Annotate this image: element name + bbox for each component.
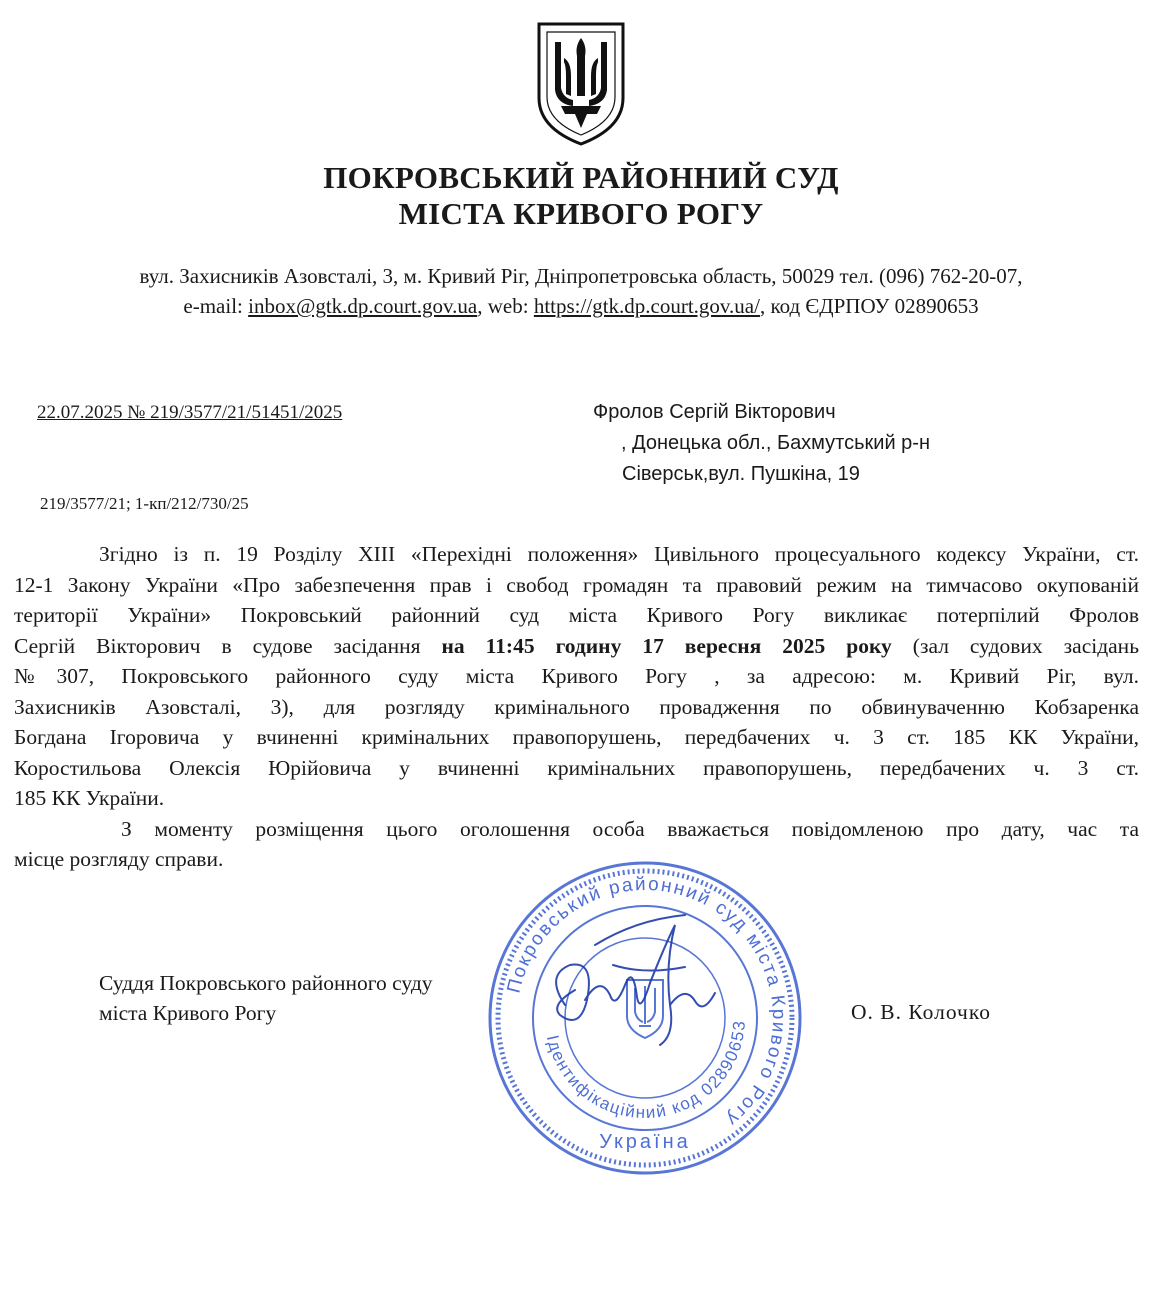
body-line: З моменту розміщення цього оголошення особа вважається повідомленою про дату, час та	[121, 816, 1139, 841]
recipient-address-line2: Сіверськ,вул. Пушкіна, 19	[622, 463, 860, 485]
outgoing-reference: 22.07.2025 № 219/3577/21/51451/2025	[37, 402, 343, 423]
body-line: місце розгляду справи.	[14, 847, 224, 871]
edrpou-code: , код ЄДРПОУ 02890653	[759, 294, 979, 318]
judge-title-line1: Суддя Покровського районного суду	[99, 971, 433, 995]
judge-signature	[525, 905, 725, 1065]
web-label: , web:	[477, 294, 534, 318]
seal-country-text: Україна	[599, 1131, 691, 1153]
court-address: вул. Захисників Азовсталі, 3, м. Кривий Ріг, Дніпропетровська область, 50029 тел. (096) 762-20-07,	[139, 264, 1023, 288]
body-line: Захисників Азовсталі, 3), для розгляду кримінального провадження по обвинуваченню Кобзаренка	[14, 694, 1139, 719]
recipient-name: Фролов Сергій Вікторович	[593, 401, 836, 423]
judge-title-line2: міста Кривого Рогу	[99, 1001, 277, 1025]
body-text-segment: (зал судових засідань	[891, 633, 1139, 658]
seal-outer-text: Покровський районний суд міста Кривого Рогу	[503, 873, 790, 1131]
body-line: Згідно із п. 19 Розділу XIII «Перехідні положення» Цивільного процесуального кодексу України, ст.	[99, 542, 1139, 566]
recipient-address-line1: , Донецька обл., Бахмутський р-н	[621, 432, 930, 454]
court-name-line1: ПОКРОВСЬКИЙ РАЙОННИЙ СУД	[323, 160, 839, 195]
email-label: e-mail:	[183, 294, 249, 318]
body-line: Богдана Ігоровича у вчиненні кримінальних правопорушень, передбачених ч. 3 ст. 185 КК України,	[14, 725, 1139, 749]
court-contacts	[0, 292, 1162, 320]
web-link[interactable]: https://gtk.dp.court.gov.ua/	[533, 294, 760, 318]
body-text-segment: Сергій Вікторович в судове засідання	[14, 633, 442, 658]
case-reference: 219/3577/21; 1-кп/212/730/25	[40, 494, 249, 513]
body-line: Коростильова Олексія Юрійовича у вчиненні кримінальних правопорушень, передбачених ч. 3 ст.	[14, 755, 1139, 780]
body-line: №307, Покровського районного суду міста Кривого Рогу , за адресою: м. Кривий Ріг, вул.	[14, 664, 1139, 688]
judge-name: О. В. Колочко	[851, 1000, 991, 1024]
hearing-datetime: на 11:45 годину 17 вересня 2025 року	[441, 633, 892, 658]
coat-of-arms-icon	[531, 18, 631, 148]
body-line	[14, 631, 1139, 662]
email-link[interactable]: inbox@gtk.dp.court.gov.ua	[248, 294, 478, 318]
body-line: території України» Покровський районний суд міста Кривого Рогу викликає потерпілий Фролов	[14, 603, 1139, 627]
body-line: 12-1 Закону України «Про забезпечення прав і свобод громадян та правовий режим на тимчасово окупованій	[14, 572, 1139, 597]
court-name-line2: МІСТА КРИВОГО РОГУ	[398, 196, 764, 231]
summons-text	[14, 539, 1139, 875]
body-line: 185 КК України.	[14, 786, 165, 810]
seal-code-text: Ідентифікаційний код 02890653	[542, 1018, 750, 1123]
